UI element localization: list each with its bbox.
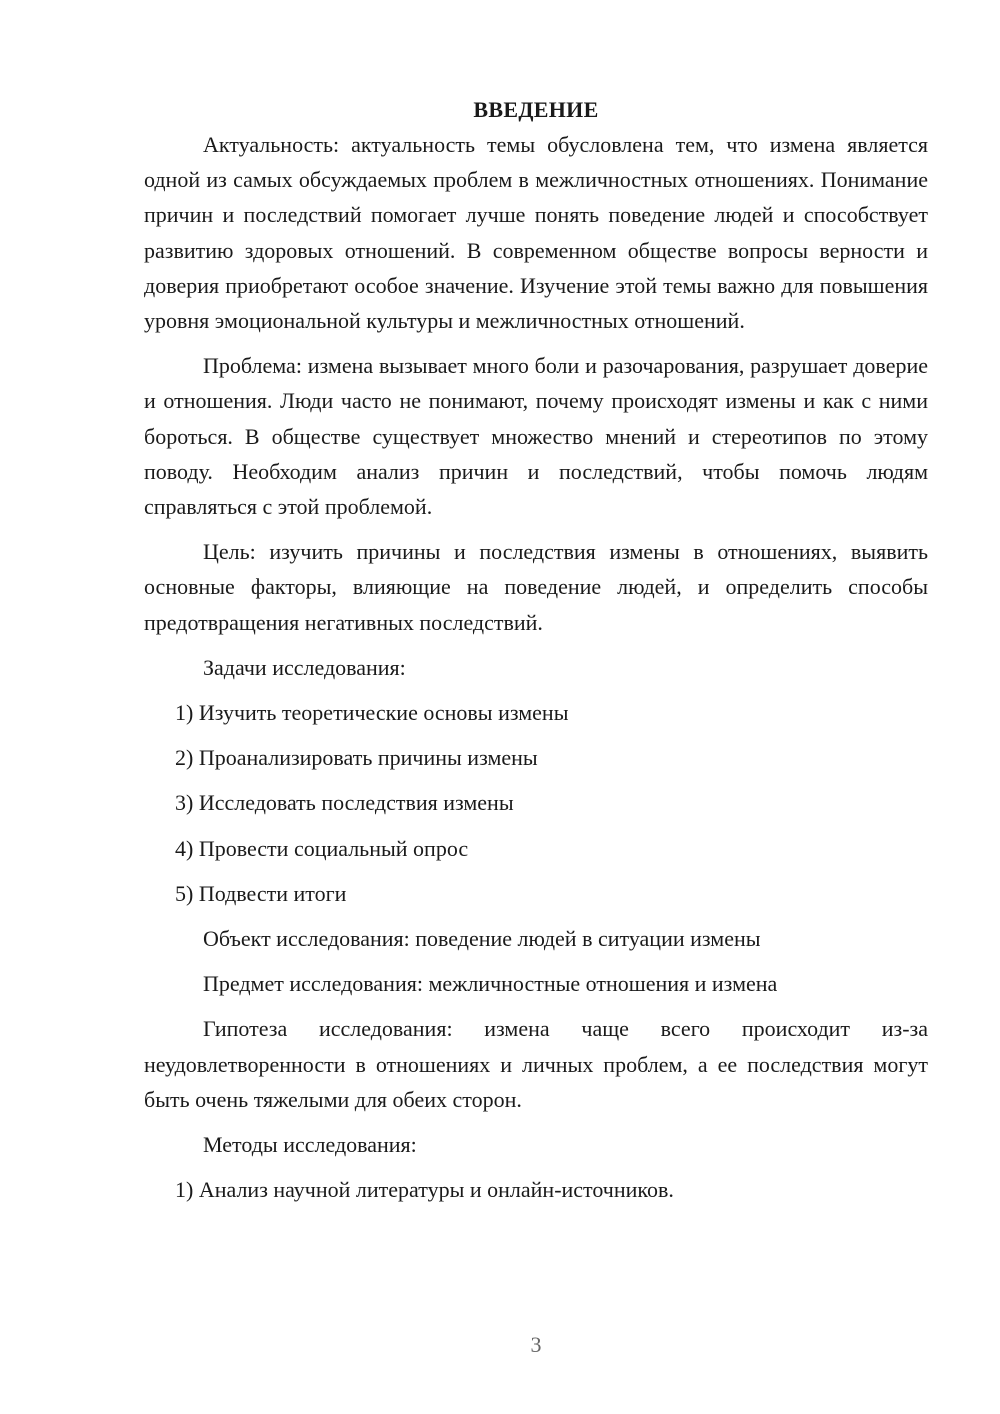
document-page: [144, 92, 928, 1217]
methods-list: [144, 1172, 928, 1207]
list-item: 5) Подвести итоги: [175, 880, 347, 906]
methods-heading: Методы исследования:: [203, 1132, 417, 1158]
research-object: Объект исследования: поведение людей в ситуации измены: [203, 926, 761, 952]
list-item: 1) Анализ научной литературы и онлайн-источников.: [175, 1177, 674, 1203]
goal-paragraph: Цель: изучить причины и последствия измены в отношениях, выявить основные факторы, влияющие на поведение людей, и определить способы предотвращения негативных последствий.: [144, 539, 928, 635]
hypothesis-paragraph: Гипотеза исследования: измена чаще всего происходит из-за неудовлетворенности в отношениях и личных проблем, а ее последствия могут быть очень тяжелыми для обеих сторон.: [144, 1016, 928, 1112]
list-item: 4) Провести социальный опрос: [175, 835, 469, 861]
page-number: 3: [530, 1332, 542, 1357]
tasks-list: [144, 695, 928, 911]
page-title: ВВЕДЕНИЕ: [473, 97, 599, 122]
research-subject: Предмет исследования: межличностные отношения и измена: [203, 971, 778, 997]
list-item: 1) Изучить теоретические основы измены: [175, 700, 569, 726]
tasks-heading: Задачи исследования:: [203, 654, 406, 680]
list-item: 3) Исследовать последствия измены: [175, 790, 514, 816]
problem-paragraph: Проблема: измена вызывает много боли и разочарования, разрушает доверие и отношения. Люди часто не понимают, почему происходят измены и как с ними бороться. В обществе существует множество мнений и стереотипов по этому поводу. Необходим анализ причин и последствий, чтобы помочь людям справляться с этой проблемой.: [144, 353, 928, 520]
relevance-paragraph: Актуальность: актуальность темы обусловлена тем, что измена является одной из самых обсуждаемых проблем в межличностных отношениях. Понимание причин и последствий помогает лучше понять поведение людей и способствует развитию здоровых отношений. В современном обществе вопросы верности и доверия приобретают особое значение. Изучение этой темы важно для повышения уровня эмоциональной культуры и межличностных отношений.: [144, 132, 928, 334]
list-item: 2) Проанализировать причины измены: [175, 745, 538, 771]
